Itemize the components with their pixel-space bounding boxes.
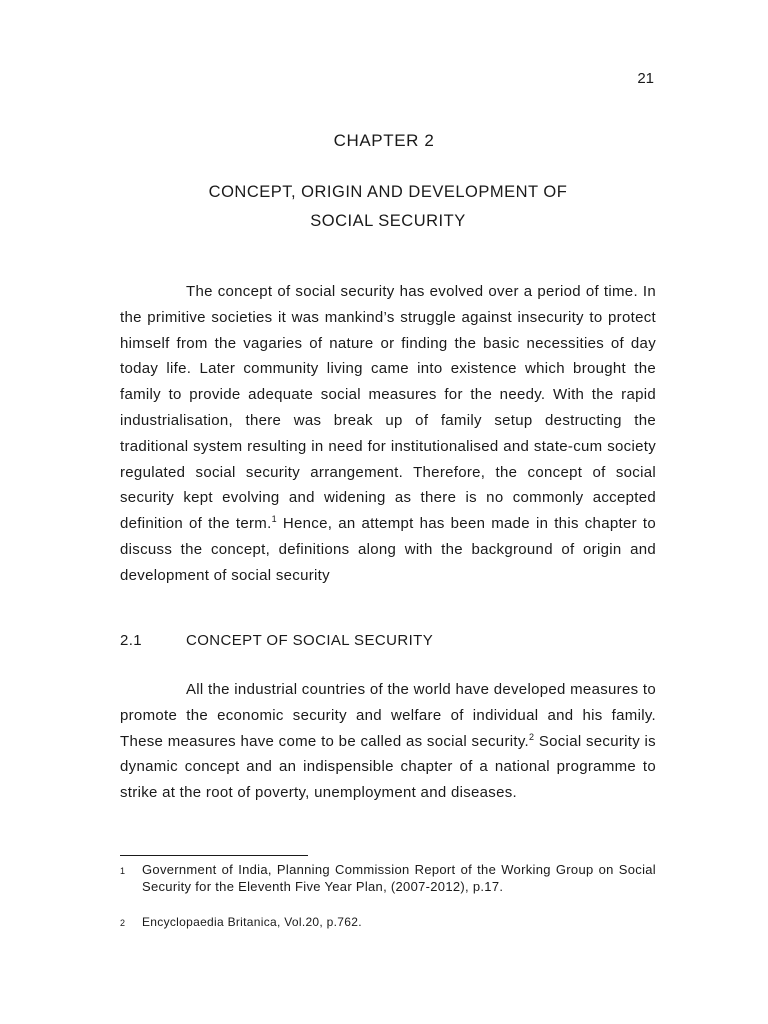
footnote-separator — [120, 855, 308, 856]
footnote-ref-2: 2 — [529, 731, 535, 742]
chapter-heading: CHAPTER 2 — [333, 131, 435, 150]
section-heading — [120, 632, 656, 649]
footnote-1 — [120, 862, 656, 895]
intro-paragraph-text-b: Hence, an attempt has been made in this chapter to discuss the concept, definitions along with the background of origin and development of social security — [120, 515, 656, 584]
footnote-marker: 1 — [120, 866, 126, 876]
section-title: CONCEPT OF SOCIAL SECURITY — [186, 632, 434, 649]
footnote-text: Government of India, Planning Commission Report of the Working Group on Social Security for the Eleventh Five Year Plan, (2007-2012), p.17. — [142, 862, 656, 894]
page-number: 21 — [637, 70, 654, 87]
section-paragraph-text-a: All the industrial countries of the world have developed measures to promote the economic security and welfare of individual and his family. These measures have come to be called as social security. — [120, 681, 656, 750]
chapter-title — [120, 178, 656, 236]
footnote-2 — [120, 914, 656, 932]
intro-paragraph — [120, 279, 656, 589]
footnote-text: Encyclopaedia Britanica, Vol.20, p.762. — [142, 915, 362, 929]
chapter-title-line-2: SOCIAL SECURITY — [310, 212, 466, 230]
intro-paragraph-text-a: The concept of social security has evolved over a period of time. In the primitive societies it was mankind’s struggle against insecurity to protect himself from the vagaries of nature or finding the basic necessities of day today life. Later community living came into existence which brought the family to provide adequate social measures for the needy. With the rapid industrialisation, there was break up of family setup destructing the traditional system resulting in need for institutionalised and state-cum society regulated social security arrangement. Therefore, the concept of social security kept evolving and widening as there is no commonly accepted definition of the term. — [120, 283, 656, 533]
section-paragraph-text-b: Social security is dynamic concept and an indispensible chapter of a national programme to strike at the root of poverty, unemployment and diseases. — [120, 732, 656, 802]
section-paragraph — [120, 677, 656, 806]
chapter-title-line-1: CONCEPT, ORIGIN AND DEVELOPMENT OF — [208, 183, 568, 201]
footnote-marker: 2 — [120, 918, 126, 928]
section-number: 2.1 — [120, 632, 143, 649]
footnote-ref-1: 1 — [271, 514, 277, 525]
